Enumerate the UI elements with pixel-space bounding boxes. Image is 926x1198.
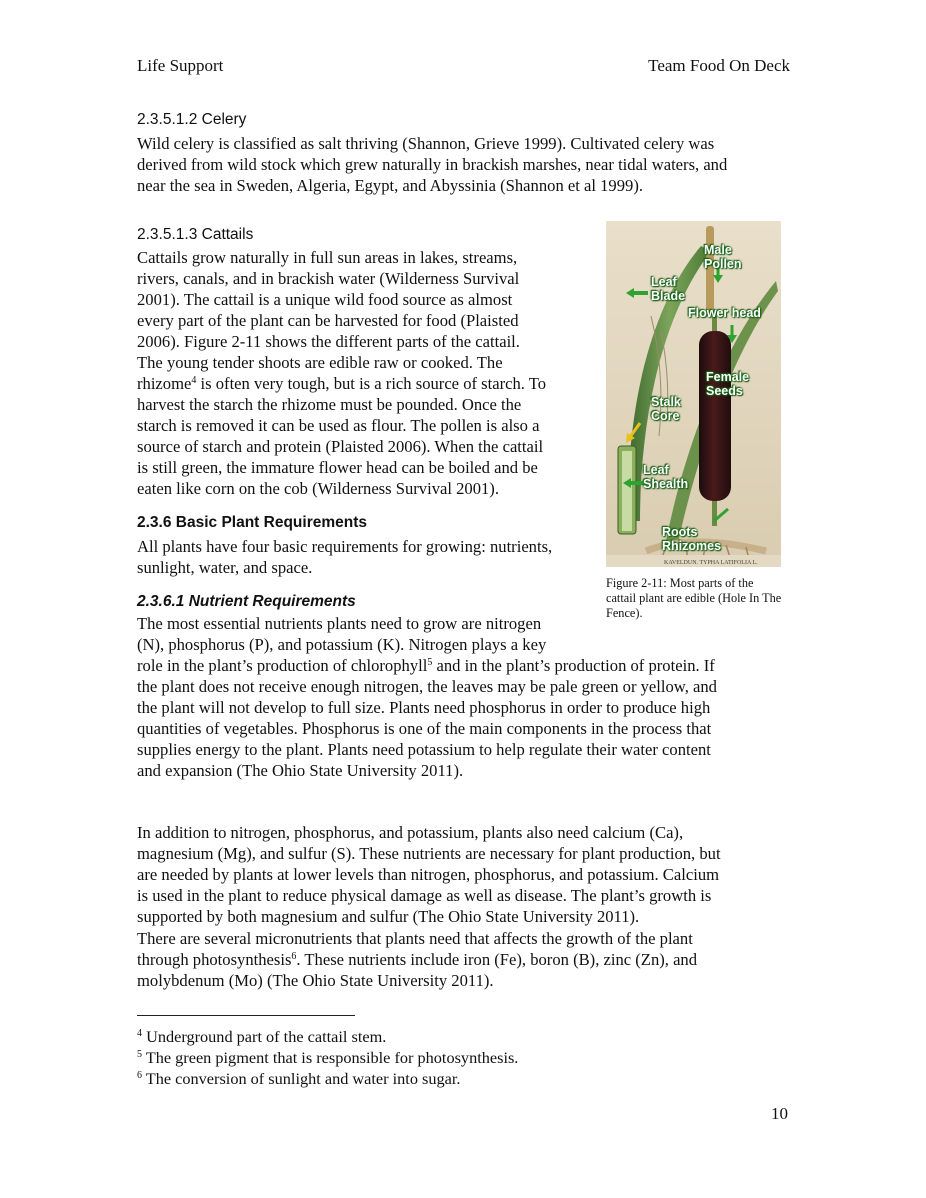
label-male-line1: Male [704,243,732,257]
page-number: 10 [771,1104,788,1123]
label-leaf-blade-line1: Leaf [651,275,677,289]
plate-text: KAVELDUN. TYPHA LATIFOLIA L. [664,560,758,566]
text-segment: . These nutrients include iron (Fe), boron (B), zinc (Zn), and [296,950,698,969]
footnote-4 [137,1026,386,1047]
text-segment: and in the plant’s production of protein. If [432,656,715,675]
text-line: are needed by plants at lower levels than nitrogen, phosphorus, and potassium. Calcium [137,865,720,884]
text-line [137,949,697,970]
footnote-text: The conversion of sunlight and water into sugar. [142,1069,461,1088]
text-line: rivers, canals, and in brackish water (Wilderness Survival [137,269,520,288]
footnote-number: 4 [137,1028,142,1039]
text-line: every part of the plant can be harvested for food (Plaisted [137,311,519,330]
text-segment: through photosynthesis [137,950,292,969]
text-line: source of starch and protein (Plaisted 2006). When the cattail [137,437,544,456]
text-line: The young tender shoots are edible raw or cooked. The [137,353,503,372]
figure-caption: Figure 2-11: Most parts of the cattail plant are edible (Hole In The Fence). [606,576,782,620]
label-stalk-line2: Core [651,409,680,423]
text-line: (N), phosphorus (P), and potassium (K). Nitrogen plays a key [137,635,547,654]
text-line: magnesium (Mg), and sulfur (S). These nutrients are necessary for plant production, but [137,844,721,863]
text-line: supported by both magnesium and sulfur (The Ohio State University 2011). [137,907,640,926]
label-stalk-core [651,395,681,423]
cattail-illustration [606,221,781,567]
text-line: harvest the starch the rhizome must be pounded. Once the [137,395,522,414]
basic-requirements-heading: 2.3.6 Basic Plant Requirements [137,514,368,531]
text-segment: role in the plant’s production of chlorophyll [137,656,428,675]
text-line: sunlight, water, and space. [137,558,313,577]
text-line: quantities of vegetables. Phosphorus is one of the main components in the process that [137,719,712,738]
stalk-core-inner [622,451,632,531]
label-leaf-blade-line2: Blade [651,289,686,303]
text-line: is used in the plant to reduce physical damage as well as disease. The plant’s growth is [137,886,712,905]
text-line: There are several micronutrients that plants need that affects the growth of the plant [137,929,693,948]
footnote-number: 6 [137,1070,142,1081]
celery-heading: 2.3.5.1.2 Celery [137,111,247,128]
label-stalk-line1: Stalk [651,395,681,409]
text-line: the plant will not develop to full size. Plants need phosphorus in order to produce high [137,698,711,717]
text-line: 2001). The cattail is a unique wild food source as almost [137,290,513,309]
label-roots-line1: Roots [662,525,698,539]
footnote-ref: 4 [191,375,197,386]
text-line: Cattails grow naturally in full sun areas in lakes, streams, [137,248,518,267]
text-line: Wild celery is classified as salt thriving (Shannon, Grieve 1999). Cultivated celery was [137,134,715,153]
text-segment: is often very tough, but is a rich source of starch. To [196,374,547,393]
label-male-line2: Pollen [704,257,742,271]
cattails-heading: 2.3.5.1.3 Cattails [137,226,254,243]
footnote-ref: 5 [427,657,433,668]
footnote-number: 5 [137,1049,142,1060]
label-roots-rhizomes [662,525,721,553]
nutrient-paragraph-1 [137,613,717,781]
header-left: Life Support [137,56,224,75]
text-line: near the sea in Sweden, Algeria, Egypt, and Abyssinia (Shannon et al 1999). [137,176,643,195]
label-leaf-sheath [643,463,688,491]
text-line: eaten like corn on the cob (Wilderness Survival 2001). [137,479,499,498]
text-line: starch is removed it can be used as flour. The pollen is also a [137,416,540,435]
text-line: is still green, the immature flower head can be boiled and be [137,458,538,477]
cattail-figure [606,221,781,567]
header-right: Team Food On Deck [648,56,790,75]
text-line [137,655,717,676]
male-spike-shape [706,226,714,316]
text-line: derived from wild stock which grew naturally in brackish marshes, near tidal waters, and [137,155,728,174]
flower-head-shape [699,331,731,501]
nutrient-paragraph-2 [137,822,721,927]
footnote-text: Underground part of the cattail stem. [142,1027,387,1046]
label-female-line1: Female [706,370,750,384]
label-leaf-blade [651,275,685,303]
footnote-5 [137,1047,518,1068]
label-sheath-line1: Leaf [643,463,669,477]
nutrient-requirements-heading: 2.3.6.1 Nutrient Requirements [137,593,356,610]
footnote-divider [137,1015,355,1016]
text-line: and expansion (The Ohio State University 2011). [137,761,464,780]
label-female-seeds [706,370,749,398]
text-segment: rhizome [137,374,192,393]
footnote-text: The green pigment that is responsible for photosynthesis. [142,1048,519,1067]
celery-paragraph [137,133,727,196]
text-line: molybdenum (Mo) (The Ohio State University 2011). [137,971,494,990]
text-line: 2006). Figure 2-11 shows the different parts of the cattail. [137,332,520,351]
text-line: All plants have four basic requirements for growing: nutrients, [137,537,553,556]
label-flower-head: Flower head [688,306,761,320]
label-sheath-line2: Shealth [643,477,689,491]
text-line: In addition to nitrogen, phosphorus, and potassium, plants also need calcium (Ca), [137,823,684,842]
label-roots-line2: Rhizomes [662,539,722,553]
nutrient-paragraph-3 [137,928,697,991]
footnote-ref: 6 [291,951,297,962]
label-female-line2: Seeds [706,384,743,398]
text-line: the plant does not receive enough nitrogen, the leaves may be pale green or yellow, and [137,677,717,696]
text-line: The most essential nutrients plants need to grow are nitrogen [137,614,542,633]
label-male [704,243,742,271]
text-line [137,373,546,394]
footnote-6 [137,1068,460,1089]
basic-requirements-paragraph [137,536,552,578]
text-line: supplies energy to the plant. Plants need potassium to help regulate their water content [137,740,711,759]
cattails-paragraph [137,247,546,499]
